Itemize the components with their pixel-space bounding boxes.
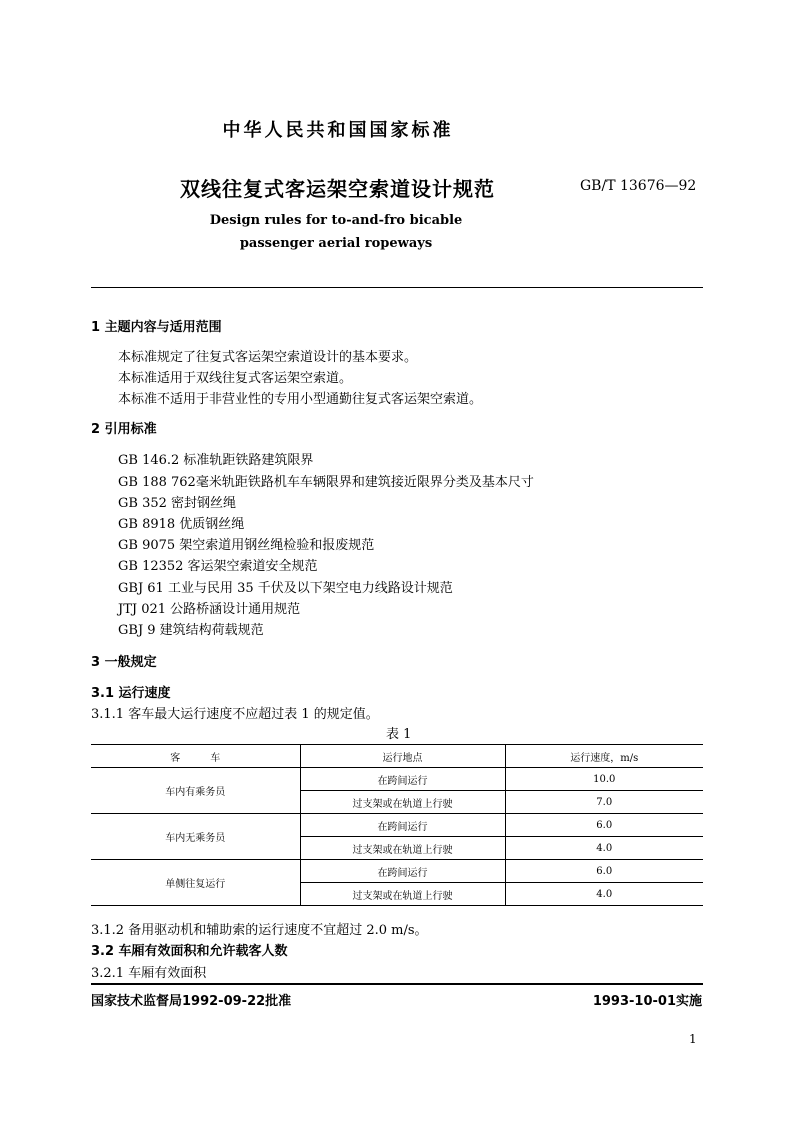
location-cell: 过支架或在轨道上行驶: [300, 883, 505, 906]
english-title-line-2: passenger aerial ropeways: [239, 236, 433, 251]
section-1-paragraph: 本标准适用于双线往复式客运架空索道。: [118, 371, 353, 386]
reference-item: GB 352 密封钢丝绳: [118, 496, 237, 511]
reference-item: GBJ 9 建筑结构荷载规范: [118, 623, 264, 638]
section-3-1-heading: 3.1 运行速度: [91, 686, 171, 701]
table-row: [91, 860, 703, 883]
table-caption: 表 1: [386, 727, 412, 742]
location-cell: 在跨间运行: [300, 768, 505, 791]
section-3-heading: 3 一般规定: [91, 655, 157, 670]
location-cell: 过支架或在轨道上行驶: [300, 837, 505, 860]
issuing-authority: 中华人民共和国国家标准: [222, 120, 454, 141]
table-row: [91, 814, 703, 837]
table-row: [91, 768, 703, 791]
car-type-cell: 车内无乘务员: [91, 814, 300, 860]
location-cell: 过支架或在轨道上行驶: [300, 791, 505, 814]
car-type-cell: 单侧往复运行: [91, 860, 300, 906]
english-title-line-1: Design rules for to-and-fro bicable: [209, 213, 463, 228]
header-divider: [91, 287, 703, 288]
speed-cell: 6.0: [505, 860, 703, 883]
reference-item: GB 8918 优质钢丝绳: [118, 517, 245, 532]
section-1-paragraph: 本标准不适用于非营业性的专用小型通勤往复式客运架空索道。: [118, 392, 483, 407]
speed-cell: 4.0: [505, 837, 703, 860]
approval-date: 国家技术监督局1992-09-22批准: [91, 994, 292, 1009]
section-1-paragraph: 本标准规定了往复式客运架空索道设计的基本要求。: [118, 350, 418, 365]
page-number: 1: [689, 1032, 697, 1046]
reference-item: GB 9075 架空索道用钢丝绳检验和报废规范: [118, 538, 375, 553]
column-header-car: 客 车: [91, 745, 300, 768]
footer-divider: [91, 983, 703, 985]
section-3-2-heading: 3.2 车厢有效面积和允许载客人数: [91, 944, 288, 959]
location-cell: 在跨间运行: [300, 860, 505, 883]
clause-3-1-2: 3.1.2 备用驱动机和辅助索的运行速度不宜超过 2.0 m/s。: [91, 923, 428, 938]
column-header-speed: 运行速度，m/s: [505, 745, 703, 768]
implementation-date: 1993-10-01实施: [592, 994, 702, 1009]
reference-item: JTJ 021 公路桥涵设计通用规范: [118, 602, 301, 617]
speed-cell: 6.0: [505, 814, 703, 837]
section-2-heading: 2 引用标准: [91, 422, 157, 437]
clause-3-1-1: 3.1.1 客车最大运行速度不应超过表 1 的规定值。: [91, 707, 379, 722]
car-type-cell: 车内有乘务员: [91, 768, 300, 814]
column-header-location: 运行地点: [300, 745, 505, 768]
clause-3-2-1: 3.2.1 车厢有效面积: [91, 966, 207, 981]
document-title: 双线往复式客运架空索道设计规范: [180, 177, 495, 201]
section-1-heading: 1 主题内容与适用范围: [91, 320, 222, 335]
speed-cell: 7.0: [505, 791, 703, 814]
reference-item: GB 188 762毫米轨距铁路机车车辆限界和建筑接近限界分类及基本尺寸: [118, 475, 534, 490]
speed-cell: 10.0: [505, 768, 703, 791]
reference-item: GBJ 61 工业与民用 35 千伏及以下架空电力线路设计规范: [118, 581, 453, 596]
table-1: [91, 744, 703, 906]
standard-number: GB/T 13676—92: [580, 178, 697, 194]
reference-item: GB 146.2 标准轨距铁路建筑限界: [118, 453, 314, 468]
table-header-row: [91, 745, 703, 768]
speed-cell: 4.0: [505, 883, 703, 906]
location-cell: 在跨间运行: [300, 814, 505, 837]
reference-item: GB 12352 客运架空索道安全规范: [118, 559, 318, 574]
